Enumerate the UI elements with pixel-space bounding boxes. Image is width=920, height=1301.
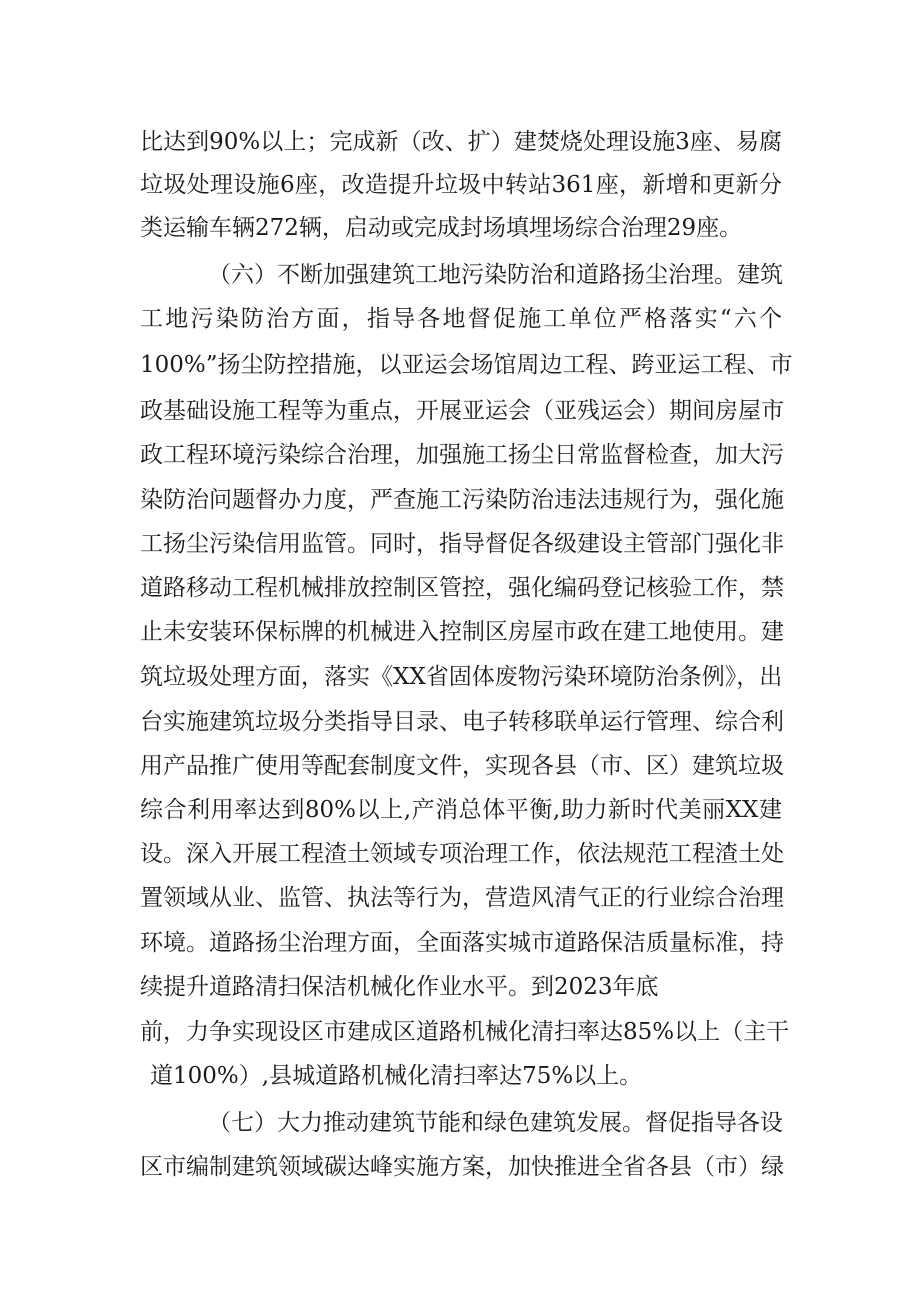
text-line: 区市编制建筑领域碳达峰实施方案，加快推进全省各县（市）绿 — [140, 1154, 784, 1180]
text-line: 垃圾处理设施6座，改造提升垃圾中转站361座，新增和更新分 — [140, 172, 782, 198]
text-line: 续提升道路清扫保洁机械化作业水平。到2023年底 — [140, 974, 659, 1000]
text-line: 染防治问题督办力度，严查施工污染防治违法违规行为，强化施 — [140, 487, 784, 513]
text-line: 比达到90%以上；完成新（改、扩）建焚烧处理设施3座、易腐 — [140, 129, 782, 155]
text-line: 道100%）,县城道路机械化清扫率达75%以上。 — [150, 1063, 643, 1089]
text-line: 政基础设施工程等为重点，开展亚运会（亚残运会）期间房屋市 — [140, 398, 784, 424]
text-line: 设。深入开展工程渣土领域专项治理工作，依法规范工程渣土处 — [140, 841, 784, 867]
text-line: 置领域从业、监管、执法等行为，营造风清气正的行业综合治理 — [140, 885, 784, 911]
text-line: 政工程环境污染综合治理，加强施工扬尘日常监督检查，加大污 — [140, 442, 784, 468]
text-line: 综合利用率达到80%以上,产消总体平衡,助力新时代美丽XX建 — [140, 797, 782, 823]
text-line: 工地污染防治方面，指导各地督促施工单位严格落实“六个 — [140, 306, 782, 332]
text-line: 台实施建筑垃圾分类指导目录、电子转移联单运行管理、综合利 — [140, 709, 784, 735]
text-line: 道路移动工程机械排放控制区管控，强化编码登记核验工作，禁 — [140, 575, 784, 601]
text-line: 类运输车辆272辆，启动或完成封场填埋场综合治理29座。 — [140, 215, 743, 241]
paragraph-heading-line: （六）不断加强建筑工地污染防治和道路扬尘治理。建筑 — [208, 262, 783, 288]
text-line: 用产品推广使用等配套制度文件，实现各县（市、区）建筑垃圾 — [140, 753, 784, 779]
text-line: 环境。道路扬尘治理方面，全面落实城市道路保洁质量标准，持 — [140, 930, 784, 956]
text-line: 100%”扬尘防控措施，以亚运会场馆周边工程、跨亚运工程、市 — [140, 352, 793, 378]
text-line: 筑垃圾处理方面，落实《XX省固体废物污染环境防治条例》，出 — [140, 664, 783, 690]
text-line: 前，力争实现设区市建成区道路机械化清扫率达85%以上（主干 — [140, 1019, 790, 1045]
text-line: 工扬尘污染信用监管。同时，指导督促各级建设主管部门强化非 — [140, 531, 784, 557]
text-line: 止未安装环保标牌的机械进入控制区房屋市政在建工地使用。建 — [140, 619, 784, 645]
paragraph-heading-line: （七）大力推动建筑节能和绿色建筑发展。督促指导各设 — [208, 1110, 783, 1136]
